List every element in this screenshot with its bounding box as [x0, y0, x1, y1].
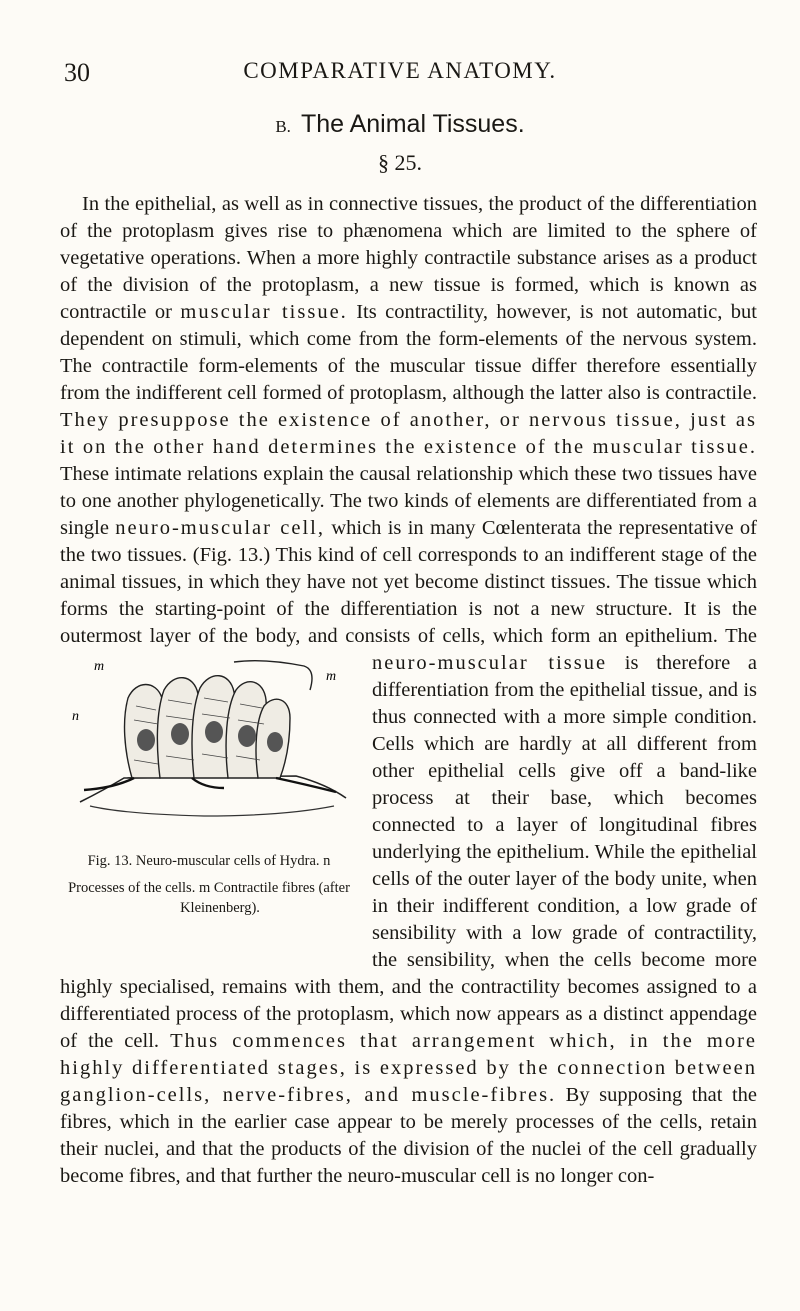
section-heading — [0, 110, 800, 139]
figure-caption — [60, 853, 358, 940]
caption-attribution: Kleinenberg). — [180, 900, 260, 916]
caption-main: Fig. 13. Neuro-muscular cells of Hydra. n Processes of the cells. m Contractile fibres (after — [68, 853, 350, 896]
running-title: COMPARATIVE ANATOMY. — [243, 58, 557, 83]
label-n: n — [72, 709, 79, 724]
section-letter: B. — [275, 117, 291, 136]
term-muscular-tissue: muscular tissue. — [180, 301, 348, 323]
paragraph: In the epithelial, as well as in connective tissues, the product of the differentiation of the protoplasm gives rise to phænomena which are limited to the sphere of vegetative operations. When a more highly contractile substance arises as a product of the division of the protoplasm, a new tissue is formed, which is known as contractile or muscular tissue. Its contractility, however, is not automatic, but dependent on stimuli, which come from the form-elements of the nervous system. The contractile form-elements of the muscular tissue differ therefore essentially from the indifferent cell formed of protoplasm, although the latter also is contractile. They presuppose the existence of another, or nervous tissue, just as it on the other hand determines the existence of the muscular tissue. These intimate relations explain the causal relationship which these two tissues have to one another phylogenetically. The two kinds of elements are differentiated from a single neuro-muscular cell, which is in many Cœlenterata the representative of the two tissues. (Fig. 13.) This kind of cell corresponds to an indifferent stage of the animal tissues, in which they have not yet become distinct tissues. The tissue which forms the starting-point of the differentiation is not a new structure. It is the outermost layer of the body, and consists of cells, which form an epithelium. The m m n Fig. 13. Neuro-muscular cells of Hydra. n Processes of the cells. m Contractile fibres (after Kleinenberg). neuro-muscular tissue is therefore a differentiation from the epithelial tissue, and is thus connected with a more simple condition. Cells which are hardly at all different from other epithelial cells give off a band-like process at their base, which becomes connected to a layer of longitudinal fibres underlying the epithelium. While the epithelial cells of the outer layer of the body unite, when in their indifferent condition, a low grade of sensibility with a low grade of contractility, the sensibility, when the cells become more highly specialised, remains with them, and the contractility becomes assigned to a differentiated process of the protoplasm, which now appears as a distinct appendage of the cell. Thus commences that arrangement which, in the more highly differentiated stages, is expressed by the connection between ganglion-cells, nerve-fibres, and muscle-fibres. By supposing that the fibres, which in the earlier case appear to be merely processes of the cells, retain their nuclei, and that the products of the division of the nuclei of the cell gradually become fibres, and that further the neuro-muscular cell is no longer con- — [60, 193, 758, 1187]
term-neuro-muscular-tissue: neuro-muscular tissue — [372, 652, 608, 674]
section-title: The Animal Tissues. — [300, 110, 525, 138]
page-number: 30 — [64, 58, 90, 87]
neuro-muscular-cells-illustration — [64, 650, 354, 846]
body-text — [60, 191, 757, 1190]
label-m-right: m — [326, 669, 337, 684]
figure-13 — [60, 650, 358, 964]
page-header — [0, 58, 800, 88]
term-neuro-muscular-cell: neuro-muscular cell, — [115, 517, 325, 539]
label-m-left: m — [94, 659, 105, 674]
emphasized-sentence-2: Thus commences that arrangement which, in the more highly differentiated stages, is expressed by the connection between ganglion-cells, nerve-fibres, and muscle-fibres. — [60, 1030, 758, 1106]
emphasized-sentence: They presuppose the existence of another, or nervous tissue, just as it on the other hand determines the existence of the muscular tissue. — [60, 409, 757, 458]
paragraph-number: § 25. — [378, 150, 422, 175]
